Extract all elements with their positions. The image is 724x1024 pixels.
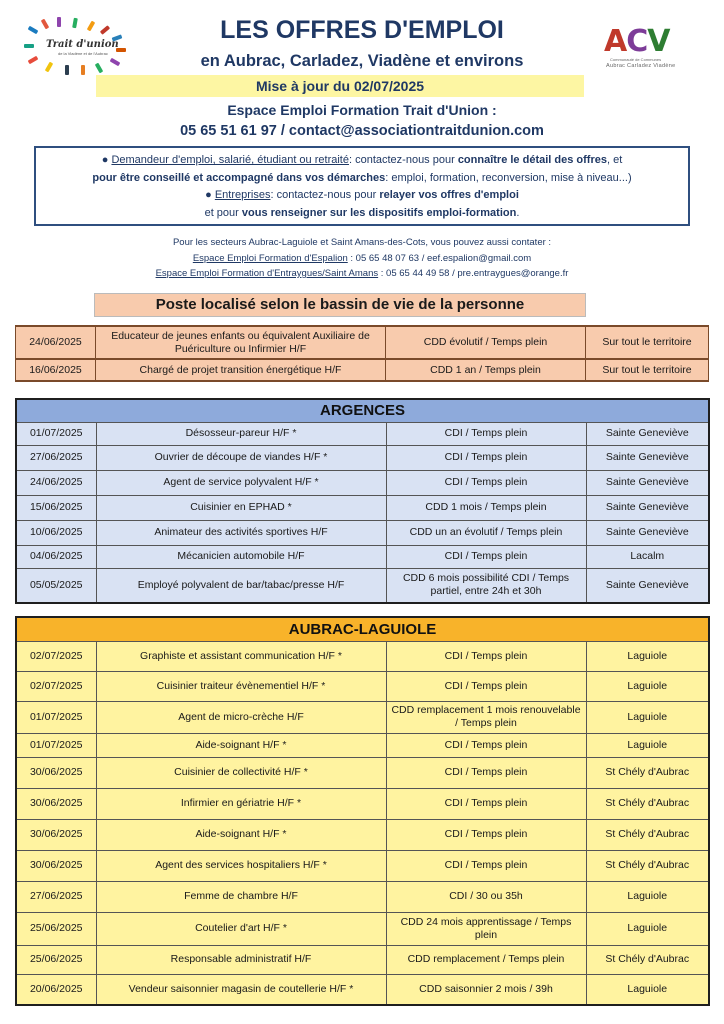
offer-contract: CDI / Temps plein (386, 671, 586, 701)
offer-job: Animateur des activités sportives H/F (96, 520, 386, 545)
offer-place: Laguiole (586, 701, 709, 733)
offer-job: Agent de service polyvalent H/F * (96, 470, 386, 495)
offer-job: Mécanicien automobile H/F (96, 545, 386, 568)
offer-date: 15/06/2025 (16, 495, 96, 520)
offer-date: 01/07/2025 (16, 422, 96, 445)
poste-localise-title: Poste localisé selon le bassin de vie de la personne (94, 293, 586, 317)
offer-job: Cuisinier en EPHAD * (96, 495, 386, 520)
offer-place: Sur tout le territoire (586, 359, 709, 381)
offer-contract: CDD 1 mois / Temps plein (386, 495, 586, 520)
offer-contract: CDD un an évolutif / Temps plein (386, 520, 586, 545)
table-row (16, 701, 709, 733)
offer-place: Laguiole (586, 733, 709, 757)
aubrac-laguiole-table (15, 616, 710, 1006)
sectors-espalion: Espace Emploi Formation d'Espalion : 05 65 48 07 63 / eef.espalion@gmail.com (192, 252, 532, 264)
offer-date: 02/07/2025 (16, 641, 96, 671)
offer-contract: CDD saisonnier 2 mois / 39h (386, 974, 586, 1005)
offer-date: 24/06/2025 (16, 470, 96, 495)
espace-label: Espace Emploi Formation Trait d'Union : (227, 102, 497, 118)
offer-job: Vendeur saisonnier magasin de coutellerie H/F * (96, 974, 386, 1005)
page-title: LES OFFRES D'EMPLOI (220, 16, 504, 44)
offer-date: 10/06/2025 (16, 520, 96, 545)
argences-title: ARGENCES (16, 399, 709, 422)
offer-contract: CDI / Temps plein (386, 850, 586, 881)
aubrac-laguiole-title: AUBRAC-LAGUIOLE (16, 617, 709, 641)
offer-contract: CDI / 30 ou 35h (386, 881, 586, 912)
offer-place: Laguiole (586, 912, 709, 945)
acv-subtext-2: Aubrac Carladez Viadène (606, 63, 676, 69)
offer-job: Cuisinier traiteur évènementiel H/F * (96, 671, 386, 701)
info-box (34, 146, 690, 226)
info-line-2: pour être conseillé et accompagné dans vos démarches: emploi, formation, reconversion, mise à niveau...) (92, 171, 632, 184)
table-header-row (16, 399, 709, 422)
offer-job: Ouvrier de découpe de viandes H/F * (96, 445, 386, 470)
sectors-intro: Pour les secteurs Aubrac-Laguiole et Saint Amans-des-Cots, vous pouvez aussi contater : (172, 237, 552, 248)
info-line-4: et pour vous renseigner sur les dispositifs emploi-formation. (204, 206, 520, 219)
offer-place: Sainte Geneviève (586, 520, 709, 545)
offer-place: Sur tout le territoire (586, 326, 709, 359)
offer-contract: CDD 24 mois apprentissage / Temps plein (386, 912, 586, 945)
offer-date: 25/06/2025 (16, 912, 96, 945)
offer-contract: CDI / Temps plein (386, 470, 586, 495)
offer-date: 25/06/2025 (16, 945, 96, 974)
offer-date: 01/07/2025 (16, 701, 96, 733)
offer-place: Sainte Geneviève (586, 495, 709, 520)
offer-place: Laguiole (586, 881, 709, 912)
offer-job: Employé polyvalent de bar/tabac/presse H/F (96, 568, 386, 603)
offer-contract: CDD remplacement 1 mois renouvelable / Temps plein (386, 701, 586, 733)
table-row (16, 850, 709, 881)
offer-job: Agent de micro-crèche H/F (96, 701, 386, 733)
offer-date: 27/06/2025 (16, 881, 96, 912)
table-header-row (16, 617, 709, 641)
table-row (16, 326, 709, 359)
logo-left-subtext: de la Viadène et de l'Aubrac (58, 51, 108, 56)
table-row (16, 470, 709, 495)
table-row (16, 671, 709, 701)
offer-job: Infirmier en gériatrie H/F * (96, 788, 386, 819)
offer-date: 16/06/2025 (16, 359, 96, 381)
offer-place: Laguiole (586, 641, 709, 671)
offer-contract: CDI / Temps plein (386, 757, 586, 788)
argences-table (15, 398, 710, 604)
offer-contract: CDI / Temps plein (386, 422, 586, 445)
offer-contract: CDI / Temps plein (386, 819, 586, 850)
table-row (16, 641, 709, 671)
offer-contract: CDI / Temps plein (386, 445, 586, 470)
offer-place: Laguiole (586, 974, 709, 1005)
table-row (16, 757, 709, 788)
offer-date: 20/06/2025 (16, 974, 96, 1005)
offer-contract: CDI / Temps plein (386, 788, 586, 819)
offer-job: Désosseur-pareur H/F * (96, 422, 386, 445)
acv-letters: ACV (604, 24, 670, 59)
table-row (16, 733, 709, 757)
offer-contract: CDD remplacement / Temps plein (386, 945, 586, 974)
acv-subtext-1: Communauté de Communes (610, 57, 662, 62)
offer-job: Responsable administratif H/F (96, 945, 386, 974)
offer-contract: CDD 1 an / Temps plein (386, 359, 586, 381)
offer-place: Sainte Geneviève (586, 568, 709, 603)
update-date: Mise à jour du 02/07/2025 (96, 75, 584, 97)
offer-contract: CDD 6 mois possibilité CDI / Temps partiel, entre 24h et 30h (386, 568, 586, 603)
offer-place: Laguiole (586, 671, 709, 701)
table-row (16, 945, 709, 974)
offer-job: Coutelier d'art H/F * (96, 912, 386, 945)
table-row (16, 912, 709, 945)
offer-place: St Chély d'Aubrac (586, 850, 709, 881)
table-row (16, 819, 709, 850)
page-subtitle: en Aubrac, Carladez, Viadène et environs (200, 52, 524, 70)
offer-job: Graphiste et assistant communication H/F * (96, 641, 386, 671)
info-line-3: ● Entreprises: contactez-nous pour relayer vos offres d'emploi (205, 189, 519, 201)
table-row (16, 495, 709, 520)
poste-table (15, 325, 709, 382)
offer-date: 30/06/2025 (16, 788, 96, 819)
offer-job: Aide-soignant H/F * (96, 733, 386, 757)
offer-job: Aide-soignant H/F * (96, 819, 386, 850)
offer-place: Sainte Geneviève (586, 470, 709, 495)
table-row (16, 359, 709, 381)
offer-place: Sainte Geneviève (586, 445, 709, 470)
offer-place: St Chély d'Aubrac (586, 788, 709, 819)
offer-contract: CDI / Temps plein (386, 641, 586, 671)
offer-place: St Chély d'Aubrac (586, 819, 709, 850)
table-row (16, 520, 709, 545)
offer-date: 30/06/2025 (16, 819, 96, 850)
table-row (16, 788, 709, 819)
offer-job: Agent des services hospitaliers H/F * (96, 850, 386, 881)
table-row (16, 422, 709, 445)
table-row (16, 568, 709, 603)
sectors-entraygues: Espace Emploi Formation d'Entraygues/Saint Amans : 05 65 44 49 58 / pre.entraygues@orange.fr (155, 268, 569, 279)
logo-left-text: Trait d'union (46, 39, 119, 50)
sectors-contacts (0, 235, 724, 282)
offer-contract: CDI / Temps plein (386, 733, 586, 757)
offer-date: 05/05/2025 (16, 568, 96, 603)
contact-line: 05 65 51 61 97 / contact@associationtraitdunion.com (180, 123, 544, 139)
offer-date: 27/06/2025 (16, 445, 96, 470)
offer-place: St Chély d'Aubrac (586, 945, 709, 974)
offer-date: 04/06/2025 (16, 545, 96, 568)
table-row (16, 545, 709, 568)
offer-contract: CDI / Temps plein (386, 545, 586, 568)
offer-place: St Chély d'Aubrac (586, 757, 709, 788)
offer-place: Lacalm (586, 545, 709, 568)
offer-contract: CDD évolutif / Temps plein (386, 326, 586, 359)
table-row (16, 881, 709, 912)
offer-place: Sainte Geneviève (586, 422, 709, 445)
table-row (16, 974, 709, 1005)
offer-job: Educateur de jeunes enfants ou équivalent Auxiliaire de Puériculture ou Infirmier H/F (96, 326, 386, 359)
offer-job: Cuisinier de collectivité H/F * (96, 757, 386, 788)
offer-job: Femme de chambre H/F (96, 881, 386, 912)
offer-job: Chargé de projet transition énergétique H/F (96, 359, 386, 381)
table-row (16, 445, 709, 470)
info-line-1: ● Demandeur d'emploi, salarié, étudiant ou retraité: contactez-nous pour connaître le détail des offres, et (101, 154, 623, 166)
offer-date: 30/06/2025 (16, 850, 96, 881)
offer-date: 02/07/2025 (16, 671, 96, 701)
offer-date: 24/06/2025 (16, 326, 96, 359)
offer-date: 30/06/2025 (16, 757, 96, 788)
offer-date: 01/07/2025 (16, 733, 96, 757)
